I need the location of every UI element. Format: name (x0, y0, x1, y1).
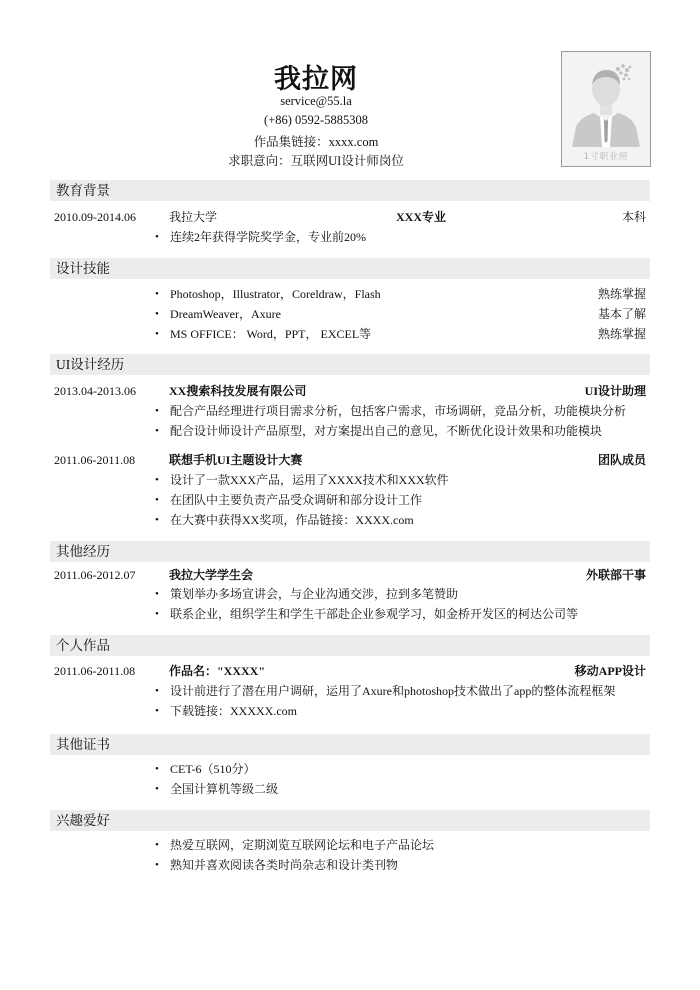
list-item: • 联系企业，组织学生和学生干部赴企业参观学习，如金桥开发区的柯达公司等 (155, 607, 579, 621)
portfolio-link: 作品集链接：xxxx.com (253, 135, 379, 149)
list-item: • 配合产品经理进行项目需求分析，包括客户需求，市场调研，竞品分析，功能模块分析 (155, 404, 627, 418)
section-ui-experience-title: UI设计经历 (50, 354, 650, 375)
skill-level: 熟练掌握 (597, 287, 646, 301)
skill-item: • MS OFFICE： Word，PPT， EXCEL等 熟练掌握 (155, 327, 646, 341)
section-hobbies-title: 兴趣爱好 (50, 810, 650, 831)
section-education-title: 教育背景 (50, 180, 650, 201)
list-item: • 全国计算机等级二级 (155, 782, 279, 796)
works-row: 2011.06-2011.08 作品名："XXXX" 移动APP设计 (54, 664, 646, 678)
skill-item: • Photoshop，Illustrator，Coreldraw，Flash 熟练掌握 (155, 287, 646, 301)
experience-row: 2013.04-2013.06 XX搜索科技发展有限公司 UI设计助理 (54, 384, 646, 398)
phone: (+86) 0592-5885308 (264, 113, 368, 127)
list-item: • 设计了一款XXX产品，运用了XXXX技术和XXX软件 (155, 473, 449, 487)
experience-row: 2011.06-2011.08 联想手机UI主题设计大赛 团队成员 (54, 453, 646, 467)
skill-level: 基本了解 (597, 307, 646, 321)
list-item: • 配合设计师设计产品原型，对方案提出自己的意见，不断优化设计效果和功能模块 (155, 424, 603, 438)
education-date: 2010.09-2014.06 (54, 210, 136, 224)
education-major: XXX专业 (396, 210, 446, 224)
section-works-title: 个人作品 (50, 635, 650, 656)
photo-caption: 1寸职业照 (583, 152, 629, 162)
list-item: • 在大赛中获得XX奖项，作品链接：XXXX.com (155, 513, 414, 527)
list-item: • 下载链接：XXXXX.com (155, 704, 297, 718)
section-skills-title: 设计技能 (50, 258, 650, 279)
person-silhouette-icon (566, 55, 646, 147)
email: service@55.la (280, 94, 352, 108)
education-row (54, 208, 646, 226)
experience-row: 2011.06-2012.07 我拉大学学生会 外联部干事 (54, 568, 646, 582)
list-item: • 策划举办多场宣讲会，与企业沟通交涉，拉到多笔赞助 (155, 587, 459, 601)
education-degree: 本科 (621, 210, 646, 224)
candidate-name: 我拉网 (274, 64, 358, 94)
list-item: • 连续2年获得学院奖学金，专业前20% (155, 230, 366, 244)
profile-photo (561, 51, 651, 167)
skill-level: 熟练掌握 (597, 327, 646, 341)
list-item: • 熟知并喜欢阅读各类时尚杂志和设计类刊物 (155, 858, 399, 872)
job-objective: 求职意向：互联网UI设计师岗位 (228, 154, 404, 168)
list-item: • 设计前进行了潜在用户调研，运用了Axure和photoshop技术做出了app的整体流程框架 (155, 684, 616, 698)
list-item: • CET-6（510分） (155, 762, 256, 776)
education-school: 我拉大学 (169, 210, 218, 224)
section-other-experience-title: 其他经历 (50, 541, 650, 562)
list-item: • 在团队中主要负责产品受众调研和部分设计工作 (155, 493, 423, 507)
resume-header (0, 0, 700, 180)
skill-item: • DreamWeaver，Axure 基本了解 (155, 307, 646, 321)
section-certificates-title: 其他证书 (50, 734, 650, 755)
list-item: • 热爱互联网，定期浏览互联网论坛和电子产品论坛 (155, 838, 435, 852)
